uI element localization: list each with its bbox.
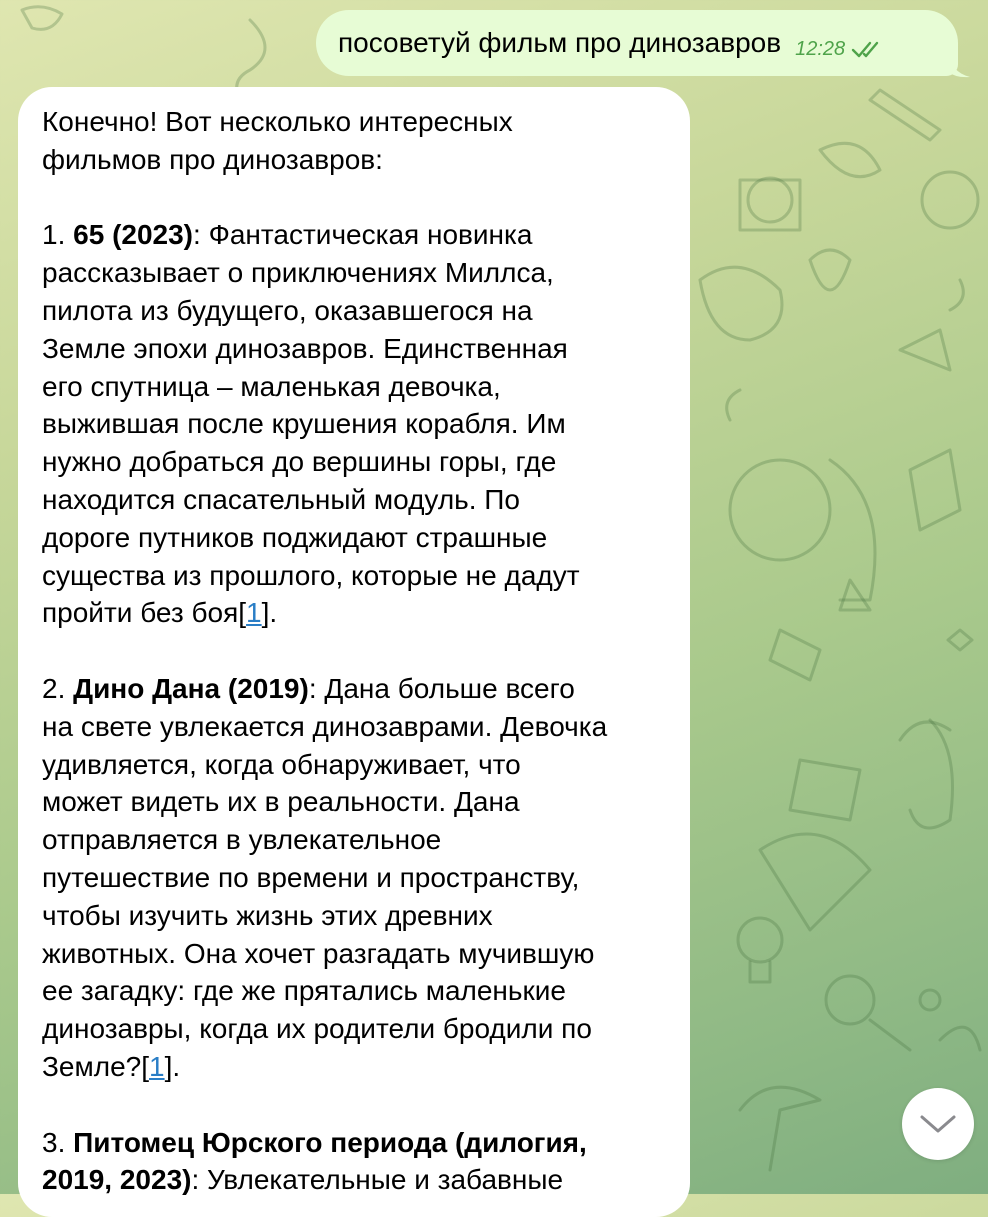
reference-link[interactable]: 1 xyxy=(149,1050,165,1082)
intro-line: Конечно! Вот несколько интересных xyxy=(42,106,513,137)
movie-title: 2019, 2023) xyxy=(42,1164,192,1196)
chevron-down-icon xyxy=(918,1112,958,1136)
message-meta xyxy=(795,38,885,61)
scroll-to-bottom-button[interactable] xyxy=(902,1088,974,1160)
incoming-message-text: Конечно! Вот несколько интересных фильмов про динозавров: 1. 65 (2023): Фантастическая новинка рассказывает о приключениях Миллса, пилота из будущего, оказавшегося на Земле эпохи динозавров. Единственная его спутница – маленькая девочка, выжившая после крушения корабля. Им нужно добраться до вершины горы, где находится спасательный модуль. По дороге путников поджидают страшные существа из прошлого, которые не дадут пройти без боя[1]. 2. Дино Дана (2019): Дана больше всего на свете увлекается динозаврами. Девочка удивляется, когда обнаруживает, что может видеть их в реальности. Дана отправляется в увлекательное путешествие по времени и пространству, чтобы изучить жизнь этих древних животных. Она хочет разгадать мучившую ее загадку: где же прятались маленькие динозавры, когда их родители бродили по Земле?[1]. 3. Питомец Юрского периода (дилогия, 2019, 2023): Увлекательные и забавные xyxy=(42,103,666,1199)
movie-title: 65 (2023) xyxy=(73,219,194,251)
message-time: 12:28 xyxy=(795,37,846,60)
double-check-icon xyxy=(851,39,885,59)
movie-title: Дино Дана (2019) xyxy=(73,672,309,704)
outgoing-message-bubble[interactable] xyxy=(316,10,958,76)
outgoing-message-text: посоветуй фильм про динозавров xyxy=(338,27,782,58)
intro-line: фильмов про динозавров: xyxy=(42,143,383,175)
reference-link[interactable]: 1 xyxy=(246,597,262,629)
movie-title: Питомец Юрского периода (дилогия, xyxy=(73,1126,587,1158)
list-item: 3. Питомец Юрского периода (дилогия, xyxy=(42,1126,587,1158)
bubble-tail xyxy=(948,50,972,78)
list-item: 2. Дино Дана (2019): Дана больше всего xyxy=(42,672,575,704)
list-item: 1. 65 (2023): Фантастическая новинка xyxy=(42,219,533,251)
incoming-message-bubble[interactable] xyxy=(18,87,690,1217)
